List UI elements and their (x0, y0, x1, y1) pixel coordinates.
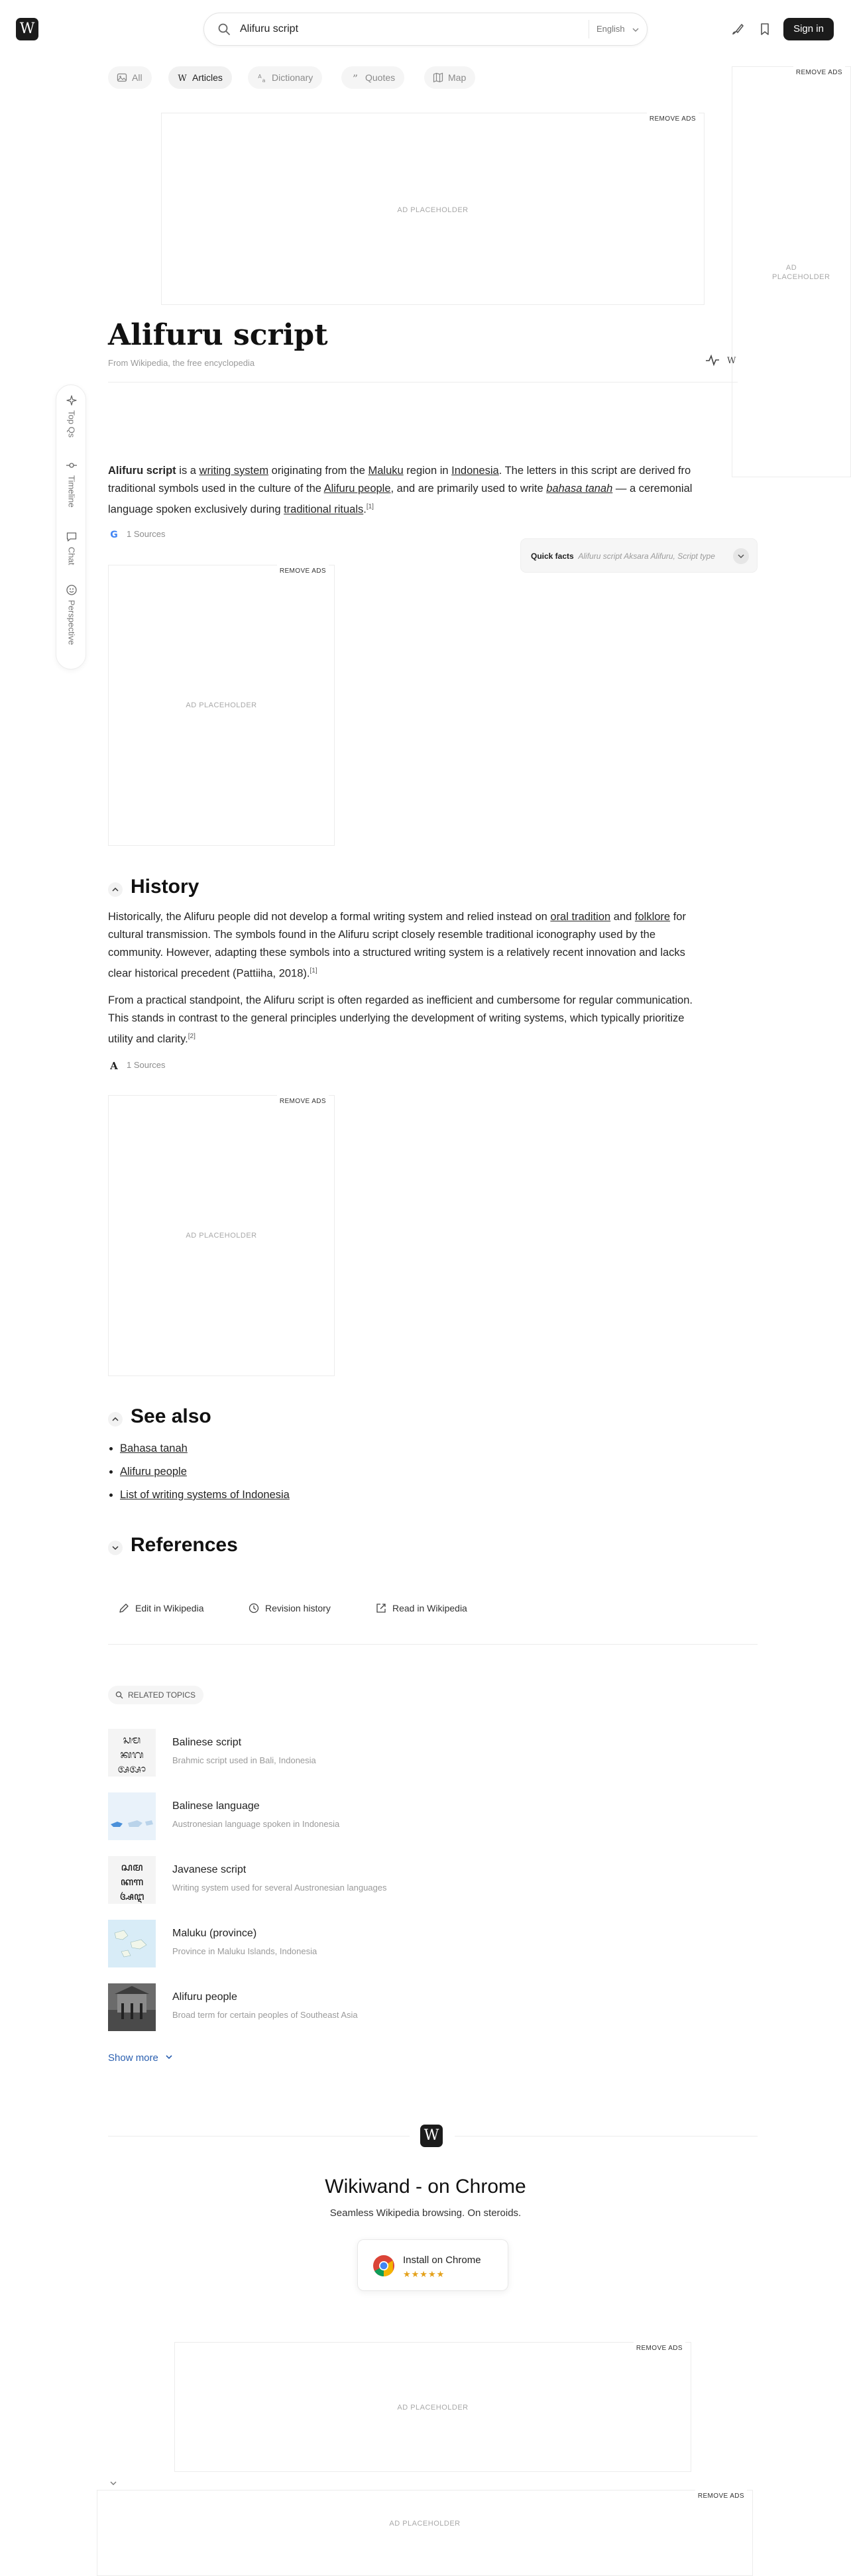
link-bahasa-tanah[interactable]: bahasa tanah (546, 483, 613, 495)
list-item (120, 1437, 290, 1460)
promo-title: Wikiwand - on Chrome (325, 2176, 526, 2197)
intro-bold-term: Alifuru script (108, 465, 176, 477)
svg-text:”: ” (352, 72, 359, 85)
tab-label: Articles (192, 72, 223, 83)
related-item-balinese-language[interactable] (108, 1792, 758, 1840)
expand-button[interactable] (733, 548, 749, 564)
remove-ads-button[interactable]: REMOVE ADS (647, 113, 699, 125)
show-more-label: Show more (108, 2052, 158, 2064)
action-label: Read in Wikipedia (392, 1603, 467, 1613)
install-label: Install on Chrome (403, 2254, 481, 2266)
read-in-wikipedia-button[interactable] (375, 1603, 467, 1613)
section-title: References (131, 1534, 238, 1556)
link-folklore[interactable]: folklore (634, 911, 671, 923)
sign-in-button[interactable]: Sign in (783, 18, 834, 40)
pencil-icon (118, 1602, 130, 1614)
quick-facts-items: Alifuru script Aksara Alifuru, Script type (578, 552, 715, 561)
javanese-script-thumbnail (108, 1856, 156, 1904)
image-icon (117, 72, 127, 83)
quote-icon (350, 72, 361, 83)
svg-text:G: G (110, 530, 118, 540)
remove-ads-button[interactable]: REMOVE ADS (277, 1095, 329, 1108)
svg-text:ᬲᬫ: ᬲᬫ (123, 1733, 141, 1746)
reference-marker[interactable]: [1] (366, 503, 374, 510)
related-description: Province in Maluku Islands, Indonesia (172, 1946, 317, 1956)
chevron-up-icon[interactable] (108, 1412, 123, 1427)
svg-text:ꦄꦅ: ꦄꦅ (119, 1890, 144, 1903)
promo-divider-right (455, 2136, 758, 2137)
see-also-list (120, 1437, 290, 1507)
search-input[interactable]: Alifuru script (240, 23, 299, 34)
related-description: Brahmic script used in Bali, Indonesia (172, 1755, 316, 1765)
page-title: Alifuru script (108, 318, 328, 352)
related-item-balinese-script[interactable] (108, 1729, 758, 1777)
ad-placeholder-label: AD PLACEHOLDER (397, 2404, 469, 2412)
tab-all[interactable] (108, 66, 152, 89)
action-label: Revision history (265, 1603, 331, 1613)
text: — a ceremonial (612, 483, 693, 495)
history-paragraph-1 (108, 908, 741, 983)
chat-icon (66, 531, 78, 543)
quick-facts-bar[interactable] (520, 538, 758, 573)
wikiwand-logo[interactable]: W (16, 18, 38, 40)
ad-sidebar-right (732, 66, 851, 477)
tab-label: Dictionary (272, 72, 313, 83)
text: , and are primarily used to write (390, 483, 547, 495)
show-more-button[interactable] (108, 2052, 173, 2064)
alifuru-photo-thumbnail (108, 1983, 156, 2031)
link-maluku[interactable]: Maluku (368, 465, 404, 477)
google-icon (108, 528, 120, 540)
toolbar-top-qs[interactable] (56, 394, 87, 438)
toolbar-chat[interactable] (56, 531, 87, 565)
related-description: Writing system used for several Austronesian languages (172, 1883, 387, 1893)
brush-icon[interactable] (730, 21, 746, 37)
text: clear historical precedent (Pattiiha, 2018). (108, 967, 310, 980)
edit-in-wikipedia-button[interactable] (118, 1603, 204, 1613)
ad-placeholder-label: AD PLACEHOLDER (186, 701, 257, 709)
related-title: Maluku (province) (172, 1928, 257, 1939)
label-text: RELATED TOPICS (128, 1690, 196, 1700)
ad-banner-top (161, 113, 705, 305)
toolbar-timeline[interactable] (56, 459, 87, 508)
tab-quotes[interactable] (341, 66, 404, 89)
list-item (120, 1460, 290, 1484)
related-title: Javanese script (172, 1864, 247, 1875)
related-title: Balinese script (172, 1737, 242, 1748)
ad-placeholder-label: AD PLACEHOLDER (389, 2520, 461, 2528)
related-item-maluku-province[interactable] (108, 1920, 758, 1967)
history-paragraph-2 (108, 992, 741, 1049)
revision-history-button[interactable] (248, 1603, 331, 1613)
tab-label: Quotes (365, 72, 396, 83)
remove-ads-button[interactable]: REMOVE ADS (793, 66, 845, 79)
chevron-down-icon (632, 26, 640, 34)
search-icon (115, 1691, 123, 1699)
language-selector[interactable]: English (596, 24, 625, 34)
action-label: Edit in Wikipedia (135, 1603, 204, 1613)
section-heading-see-also[interactable] (108, 1405, 211, 1428)
ad-inline-2 (108, 1095, 335, 1376)
chevron-down-icon[interactable] (108, 2478, 119, 2488)
tab-label: All (132, 72, 142, 83)
link-oral-tradition[interactable]: oral tradition (550, 911, 611, 923)
thumbnail (108, 1920, 156, 1967)
svg-text:ꦱꦩ: ꦱꦩ (121, 1861, 143, 1873)
balinese-language-map-thumbnail (108, 1792, 156, 1840)
related-description: Austronesian language spoken in Indonesia (172, 1819, 340, 1829)
ad-inline-1 (108, 565, 335, 846)
text: community. However, adapting these symbols into a structured writing system is a relatively recent innovation and lacks (108, 947, 685, 959)
rating-stars: ★★★★★ (403, 2269, 445, 2279)
chevron-down-icon (165, 2053, 173, 2061)
wikiwand-logo: W (420, 2125, 443, 2147)
search-bar[interactable] (203, 13, 648, 46)
perspective-icon (66, 584, 78, 596)
link-alifuru-people[interactable]: Alifuru people (323, 483, 391, 495)
text: traditional symbols used in the culture of the (108, 483, 324, 495)
svg-text:ᬅᬆ: ᬅᬆ (117, 1763, 146, 1775)
toolbar-label: Top Qs (66, 410, 77, 438)
section-title: History (131, 876, 199, 898)
balinese-script-thumbnail (108, 1729, 156, 1777)
install-chrome-button[interactable] (357, 2239, 508, 2291)
remove-ads-button[interactable]: REMOVE ADS (277, 565, 329, 577)
link-alifuru-people[interactable]: Alifuru people (120, 1466, 187, 1478)
intro-paragraph (108, 462, 741, 519)
reference-marker[interactable]: [2] (188, 1033, 196, 1040)
related-item-alifuru-people[interactable] (108, 1983, 758, 2031)
ad-placeholder-label: AD PLACEHOLDER (772, 264, 830, 281)
text: for (670, 911, 686, 923)
related-title: Alifuru people (172, 1991, 237, 2003)
left-toolbar (56, 384, 86, 670)
search-icon (217, 23, 231, 36)
history-sources[interactable] (108, 1060, 166, 1070)
related-title: Balinese language (172, 1800, 260, 1812)
toolbar-perspective[interactable] (56, 584, 87, 645)
top-bar (0, 0, 851, 58)
text: Historically, the Alifuru people did not develop a formal writing system and relied instead on (108, 911, 551, 923)
ad-placeholder-label: AD PLACEHOLDER (397, 206, 469, 214)
ad-banner-bottom (174, 2342, 691, 2472)
text: originating from the (268, 465, 369, 477)
link-writing-systems-indonesia[interactable]: List of writing systems of Indonesia (120, 1489, 290, 1501)
text: From a practical standpoint, the Alifuru script is often regarded as inefficient and cumbersome for regular communication. (108, 994, 693, 1006)
reference-marker[interactable]: [1] (310, 967, 317, 974)
text: region in (403, 465, 452, 477)
section-heading-history[interactable] (108, 876, 199, 898)
thumbnail (108, 1983, 156, 2031)
text: is a (176, 465, 199, 477)
toolbar-label: Chat (66, 547, 77, 565)
text: cultural transmission. The symbols found in the Alifuru script closely resemble traditional iconography used by the (108, 929, 656, 941)
activity-icon[interactable] (705, 353, 736, 367)
thumbnail (108, 1729, 156, 1777)
quick-facts-label: Quick facts (531, 552, 574, 561)
text: language spoken exclusively during (108, 503, 284, 516)
translate-icon (256, 72, 267, 83)
svg-text:a: a (262, 78, 266, 84)
text: This stands in contrast to the general principles underlying the development of writing systems, which typically prioritize (108, 1012, 685, 1024)
tab-dictionary[interactable] (248, 66, 322, 89)
svg-text:A: A (110, 1060, 118, 1072)
sources-count: 1 Sources (127, 1060, 166, 1070)
related-item-javanese-script[interactable] (108, 1856, 758, 1904)
sparkle-icon (66, 394, 78, 406)
promo-divider-left (108, 2136, 410, 2137)
list-item (120, 1484, 290, 1507)
bookmark-icon[interactable] (757, 21, 773, 37)
link-traditional-rituals[interactable]: traditional rituals (284, 503, 364, 516)
chrome-icon (372, 2254, 395, 2277)
link-indonesia[interactable]: Indonesia (451, 465, 499, 477)
remove-ads-button[interactable]: REMOVE ADS (634, 2342, 685, 2355)
maluku-map-thumbnail (108, 1920, 156, 1967)
toolbar-label: Timeline (66, 475, 77, 508)
tab-articles[interactable] (168, 66, 232, 89)
promo-subtitle: Seamless Wikipedia browsing. On steroids. (329, 2207, 522, 2219)
intro-sources[interactable] (108, 529, 166, 539)
link-writing-system[interactable]: writing system (199, 465, 269, 477)
source-a-icon (108, 1059, 120, 1071)
thumbnail (108, 1792, 156, 1840)
remove-ads-button[interactable]: REMOVE ADS (695, 2490, 747, 2502)
toolbar-label: Perspective (66, 600, 77, 645)
svg-text:W: W (727, 356, 736, 366)
text: utility and clarity. (108, 1033, 188, 1045)
tab-label: Map (448, 72, 467, 83)
chevron-up-icon[interactable] (108, 882, 123, 897)
page-subtitle: From Wikipedia, the free encyclopedia (108, 358, 255, 368)
section-title: See also (131, 1405, 211, 1427)
section-heading-references[interactable] (108, 1534, 238, 1556)
timeline-icon (66, 459, 78, 471)
external-link-icon (375, 1602, 387, 1614)
related-description: Broad term for certain peoples of Southeast Asia (172, 2010, 358, 2020)
link-bahasa-tanah[interactable]: Bahasa tanah (120, 1442, 188, 1454)
history-icon (248, 1602, 260, 1614)
svg-text:A: A (258, 74, 262, 80)
tab-map[interactable] (424, 66, 475, 89)
sources-count: 1 Sources (127, 529, 166, 539)
svg-text:W: W (178, 74, 187, 84)
text: . The letters in this script are derived fro (498, 465, 691, 477)
ad-placeholder-label: AD PLACEHOLDER (186, 1232, 257, 1240)
svg-text:ꦏꦒ: ꦏꦒ (120, 1875, 144, 1888)
chevron-down-icon[interactable] (108, 1541, 123, 1555)
text: and (610, 911, 635, 923)
ad-sticky-footer (97, 2490, 753, 2576)
wikipedia-icon (177, 72, 188, 83)
related-topics-label (108, 1686, 203, 1704)
text: . (363, 503, 367, 516)
chevron-down-icon (733, 548, 749, 564)
svg-text:ᬓᬕ: ᬓᬕ (120, 1748, 144, 1761)
actions-divider (108, 1644, 758, 1645)
map-icon (433, 72, 443, 83)
thumbnail (108, 1856, 156, 1904)
